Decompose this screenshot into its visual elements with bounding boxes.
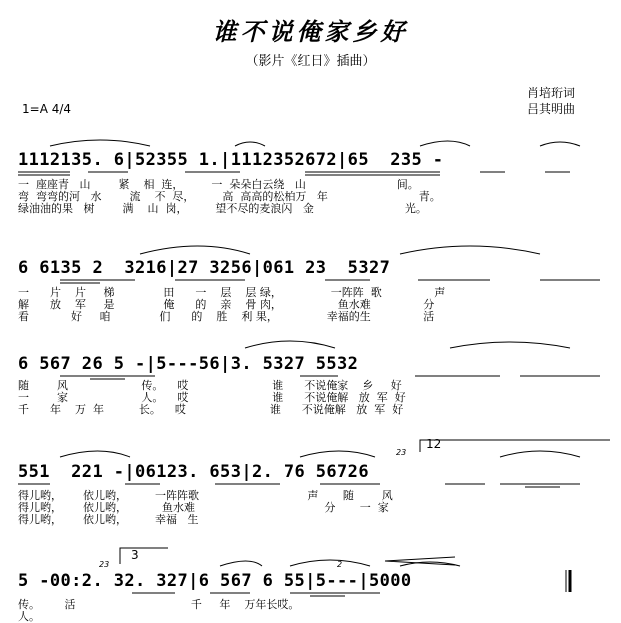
slur: [245, 341, 335, 348]
slur: [50, 140, 150, 146]
notation-line-5: 5 -00:2. 32. 327|6 567 6 55|5---|5000: [18, 571, 412, 591]
slur: [300, 451, 375, 457]
grace-note-1: 23: [396, 448, 407, 457]
slur: [220, 561, 262, 566]
slur: [500, 451, 580, 457]
notation-line-1: 1112135. 6|52355 1.|1112352672|65 235 -: [18, 150, 444, 170]
notation-line-4: 551 221 -|06123. 653|2. 76 56726: [18, 462, 369, 482]
notation-line-3: 6 567 26 5 -|5---56|3. 5327 5532: [18, 354, 359, 374]
lyric-line-4-1: 得儿哟， 依儿哟， 一阵阵歌 声 随 风: [18, 489, 393, 502]
lyric-line-2-1: 一 片 片 梯 田 一 层 层 绿， 一阵阵 歌 声: [18, 286, 446, 299]
composer-credit: 吕其明曲: [527, 102, 576, 116]
hairpin: [385, 557, 455, 565]
slur: [400, 246, 540, 254]
tuplet-number-2: 3: [131, 548, 139, 562]
lyric-line-3-2: 一 家 人。 哎 谁 不说俺解 放 军 好: [18, 391, 406, 404]
slur: [290, 560, 370, 566]
slur: [140, 246, 250, 254]
song-title: 谁不说俺家乡好: [212, 17, 409, 46]
slur: [235, 142, 265, 146]
slur: [420, 141, 470, 146]
lyric-line-5-2: 人。: [18, 610, 40, 623]
lyricist-credit: 肖培珩词: [527, 86, 576, 100]
song-subtitle: （影片《红日》插曲）: [245, 54, 376, 69]
tuplet-number-1: 12: [426, 437, 442, 451]
lyric-line-3-1: 随 风 传。 哎 谁 不说俺家 乡 好: [18, 379, 402, 392]
grace-note-3: 2: [337, 560, 343, 569]
lyric-line-1-3: 绿油油的果 树 满 山 岗， 望不尽的麦浪闪 金 光。: [18, 202, 427, 215]
slur: [60, 451, 130, 457]
lyric-line-1-2: 弯 弯弯的河 水 流 不 尽， 高 高高的松柏万 年 青。: [18, 190, 441, 203]
slur: [540, 142, 580, 146]
slur: [450, 342, 570, 348]
lyric-line-3-3: 千 年 万 年 长。 哎 谁 不说俺解 放 军 好: [18, 403, 404, 416]
lyric-line-2-2: 解 放 军 是 俺 的 亲 骨 肉， 鱼水难 分: [18, 298, 435, 311]
lyric-line-2-3: 看 好 咱 们 的 胜 利 果， 幸福的生 活: [18, 310, 435, 323]
lyric-line-5-1: 传。 活 千 年 万年长哎。: [18, 598, 300, 611]
lyric-line-1-1: 一 座座青 山 紧 相 连， 一 朵朵白云绕 山 间。: [18, 178, 419, 191]
lyric-line-4-3: 得儿哟， 依儿哟， 幸福 生: [18, 513, 199, 526]
tuplet-bracket: [120, 548, 168, 564]
grace-note-2: 23: [99, 560, 110, 569]
lyric-line-4-2: 得儿哟， 依儿哟， 鱼水难 分 一 家: [18, 501, 389, 514]
notation-line-2: 6 6135 2 3216|27 3256|061 23 5327: [18, 258, 391, 278]
tuplet-bracket: [420, 440, 610, 452]
key-signature: 1=A 4/4: [22, 102, 72, 116]
